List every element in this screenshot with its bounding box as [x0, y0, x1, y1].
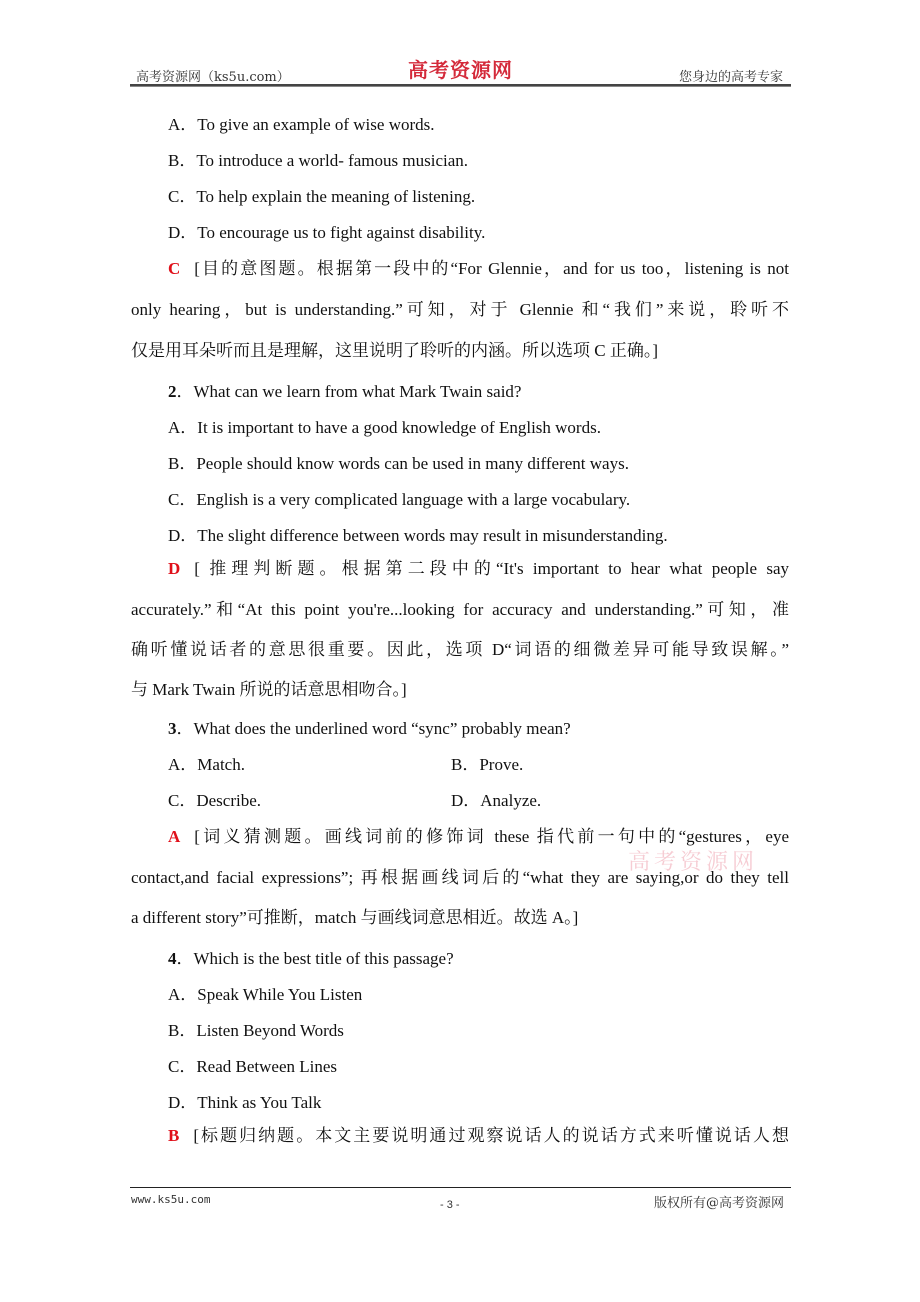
footer-site-link[interactable]: www.ks5u.com — [131, 1193, 211, 1206]
header-divider — [130, 84, 791, 87]
q4-question-text: ．Which is the best title of this passage? — [176, 949, 454, 968]
q2-explanation-line: 与 Mark Twain 所说的话意思相吻合。] — [131, 680, 407, 699]
header-site-name: 高考资源网（ks5u.com） — [136, 70, 290, 85]
q3-number: 3 — [168, 719, 177, 738]
q2-number: 2 — [168, 382, 177, 401]
q4-option-b: B．Listen Beyond Words — [168, 1021, 344, 1040]
q1-explanation-line: only hearing，but is understanding.”可知，对于 Glennie 和“我们”来说，聆听不 — [131, 300, 789, 319]
q3-question — [168, 719, 571, 739]
q3-explanation-line: [词义猜测题。画线词前的修饰词 these 指代前一句中的“gestures，eye — [194, 827, 789, 846]
q1-option-c: C．To help explain the meaning of listening. — [168, 187, 476, 206]
q1-option-a: A．To give an example of wise words. — [168, 115, 435, 134]
q2-option-d: D．The slight difference between words may result in misunderstanding. — [168, 526, 668, 545]
q3-answer: A — [168, 827, 181, 846]
q3-explanation-line: contact,and facial expressions”; 再根据画线词后的“what they are saying,or do they tell — [131, 868, 789, 887]
q4-answer: B — [168, 1126, 180, 1145]
q1-option-b: B．To introduce a world- famous musician. — [168, 151, 469, 170]
q4-number: 4 — [168, 949, 177, 968]
q4-option-c: C．Read Between Lines — [168, 1057, 338, 1076]
q2-explanation-line: [ 推理判断题。根据第二段中的“It's important to hear what people say — [194, 559, 789, 578]
q3-option-a: A．Match. — [168, 755, 245, 774]
page-number: - 3 - — [440, 1199, 460, 1211]
page-header — [130, 52, 791, 86]
q1-answer: C — [168, 259, 181, 278]
q3-explanation-line: a different story”可推断，match 与画线词意思相近。故选 A。] — [131, 908, 579, 927]
q2-explanation-line: accurately.”和“At this point you're...looking for accuracy and understanding.”可知，准 — [131, 600, 789, 619]
q4-option-a: A．Speak While You Listen — [168, 985, 363, 1004]
q4-explanation-line: [标题归纳题。本文主要说明通过观察说话人的说话方式来听懂说话人想 — [193, 1126, 789, 1145]
q2-question — [168, 382, 521, 402]
q3-option-c: C．Describe. — [168, 791, 262, 810]
q4-option-d: D．Think as You Talk — [168, 1093, 322, 1112]
q2-option-c: C．English is a very complicated language with a large vocabulary. — [168, 490, 631, 509]
footer-copyright: 版权所有@高考资源网 — [653, 1196, 784, 1211]
q2-answer: D — [168, 559, 181, 578]
q2-explanation-line: 确听懂说话者的意思很重要。因此，选项 D“词语的细微差异可能导致误解。” — [131, 640, 789, 659]
watermark: 高考资源网 — [628, 850, 759, 875]
q3-option-b: B．Prove. — [451, 755, 524, 774]
q2-option-b: B．People should know words can be used in many different ways. — [168, 454, 629, 473]
q3-question-text: ．What does the underlined word “sync” probably mean? — [176, 719, 571, 738]
q3-option-d: D．Analyze. — [451, 791, 542, 810]
q2-question-text: ．What can we learn from what Mark Twain said? — [176, 382, 522, 401]
q2-option-a: A．It is important to have a good knowledge of English words. — [168, 418, 601, 437]
q1-option-d: D．To encourage us to fight against disability. — [168, 223, 486, 242]
header-logo: 高考资源网 — [408, 58, 513, 82]
header-slogan: 您身边的高考专家 — [678, 70, 783, 85]
q4-question — [168, 949, 454, 969]
footer-divider — [130, 1187, 791, 1188]
q1-explanation-line: [目的意图题。根据第一段中的“For Glennie，and for us too，listening is not — [194, 259, 789, 278]
q1-explanation-line: 仅是用耳朵听而且是理解，这里说明了聆听的内涵。所以选项 C 正确。] — [131, 341, 658, 360]
